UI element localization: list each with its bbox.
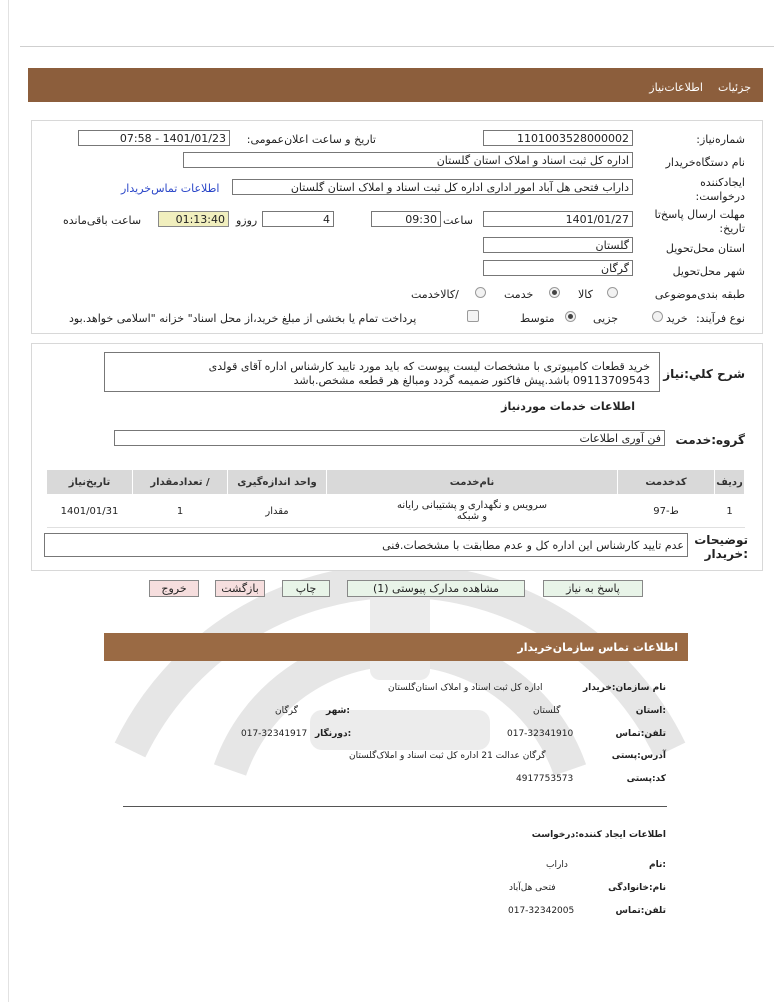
creator-family-label: نام:خانوادگی bbox=[608, 883, 666, 893]
category-service-label: خدمت bbox=[504, 288, 534, 301]
announce-label: تاریخ و ساعت اعلان‌عمومی: bbox=[246, 133, 376, 146]
contact-province-label: :استان bbox=[635, 706, 666, 716]
services-table bbox=[46, 469, 745, 528]
deadline-label-1: مهلت ارسال پاسخ‌تا bbox=[654, 208, 745, 221]
contact-fax-value: 017-32341917 bbox=[241, 729, 308, 739]
contact-address-label: آدرس:پستی bbox=[611, 751, 666, 761]
contact-fax-label: :دورنگار bbox=[315, 729, 352, 739]
print-button[interactable]: چاپ bbox=[282, 580, 330, 597]
contact-bar bbox=[104, 633, 688, 661]
need-number-label: شماره‌نیاز: bbox=[696, 133, 745, 146]
exit-button[interactable]: خروج bbox=[149, 580, 199, 597]
process-label: نوع فرآیند: bbox=[695, 312, 745, 325]
cell-name-line-1: سرویس و نگهداری و پشتیبانی رایانه bbox=[397, 500, 547, 511]
category-label: طبقه بندی‌موضوعی bbox=[654, 288, 745, 301]
creator-field: داراب فتحی هل آباد امور اداری اداره کل ثبت اسناد و املاک استان گلستان bbox=[232, 179, 633, 195]
days-field: 4 bbox=[262, 211, 334, 227]
process-minor-radio[interactable] bbox=[652, 311, 663, 322]
contact-phone-label: تلفن:تماس bbox=[615, 729, 666, 739]
province-field: گلستان bbox=[483, 237, 633, 253]
category-service-radio[interactable] bbox=[549, 287, 560, 298]
time-label: ساعت bbox=[443, 214, 473, 227]
contact-bar-title: اطلاعات تماس سازمان‌خریدار bbox=[517, 641, 678, 654]
contact-org-label: نام سازمان:خریدار bbox=[582, 683, 666, 693]
services-title: اطلاعات خدمات موردنیاز bbox=[501, 400, 635, 413]
service-group-field: فن آوری اطلاعات bbox=[114, 430, 665, 446]
announce-field: 1401/01/23 - 07:58 bbox=[78, 130, 230, 146]
process-medium-radio[interactable] bbox=[565, 311, 576, 322]
creator-name-label: :نام bbox=[649, 860, 666, 870]
contact-address-value: گرگان عدالت 21 اداره کل ثبت اسناد و املاک‌گلستان bbox=[349, 751, 546, 761]
remaining-time-field: 01:13:40 bbox=[158, 211, 229, 227]
cell-unit: مقدار bbox=[228, 495, 327, 528]
buyer-notes-label-1: توضیحات bbox=[694, 533, 748, 547]
category-goods-label: کالا bbox=[578, 288, 593, 301]
table-header-row bbox=[47, 470, 745, 495]
col-code: کدخدمت bbox=[618, 470, 715, 495]
page-left-border bbox=[8, 0, 9, 1002]
col-row: ردیف bbox=[715, 470, 745, 495]
summary-label: شرح کلي:نیاز bbox=[663, 367, 745, 381]
contact-separator bbox=[123, 806, 667, 807]
buyer-notes-label-2: :خریدار bbox=[704, 547, 748, 561]
contact-org-value: اداره کل ثبت اسناد و املاک استان‌گلستان bbox=[388, 683, 543, 693]
remaining-label: ساعت باقی‌مانده bbox=[63, 214, 142, 227]
tab-need-info[interactable]: اطلاعات‌نیاز bbox=[649, 81, 703, 94]
reply-button[interactable]: پاسخ به نیاز bbox=[543, 580, 643, 597]
col-unit: واحد اندازه‌گیری bbox=[228, 470, 327, 495]
creator-info-title: اطلاعات ایجاد کننده:درخواست bbox=[531, 830, 666, 840]
cell-code: ط-97 bbox=[618, 495, 715, 528]
province-label: استان محل‌تحویل bbox=[665, 242, 745, 255]
col-name: نام‌خدمت bbox=[327, 470, 618, 495]
contact-postal-label: کد:پستی bbox=[626, 774, 666, 784]
treasury-payment-note: پرداخت تمام یا بخشی از مبلغ خرید،از محل اسناد" خزانه "اسلامی خواهد.بود bbox=[69, 312, 417, 325]
attachments-button[interactable]: مشاهده مدارک پیوستی (1) bbox=[347, 580, 525, 597]
category-goods-service-label: /کالاخدمت bbox=[411, 288, 459, 301]
process-medium-label: متوسط bbox=[520, 312, 555, 325]
process-minor-label: جزیی bbox=[593, 312, 619, 325]
buyer-notes-field: عدم تایید کارشناس این اداره کل و عدم مطابقت با مشخصات.فنی bbox=[44, 533, 688, 557]
contact-postal-value: 4917753573 bbox=[516, 774, 574, 784]
buyer-contact-link[interactable]: اطلاعات تماس‌خریدار bbox=[121, 182, 220, 195]
contact-city-value: گرگان bbox=[275, 706, 298, 716]
creator-phone-value: 017-32342005 bbox=[508, 906, 575, 916]
tab-details[interactable]: جزئیات bbox=[718, 81, 751, 94]
cell-row: 1 bbox=[715, 495, 745, 528]
category-goods-service-radio[interactable] bbox=[475, 287, 486, 298]
top-divider bbox=[20, 46, 774, 47]
page-header bbox=[28, 68, 763, 102]
creator-family-value: فتحی هل‌آباد bbox=[509, 883, 556, 893]
summary-text-line-1: خرید قطعات کامپیوتری با مشخصات لیست پیوست که باید مورد تایید کارشناس اداره آقای قولدی bbox=[208, 360, 650, 373]
table-row bbox=[47, 495, 745, 528]
deadline-label-2: تاریخ: bbox=[719, 222, 745, 235]
treasury-payment-checkbox[interactable] bbox=[467, 310, 479, 322]
summary-text-line-2: 09113709543 باشد.پیش فاکتور ضمیمه گردد ومبالغ هر قطعه مشخص.باشد bbox=[293, 374, 650, 387]
process-buy-label: خرید bbox=[666, 312, 688, 325]
cell-name bbox=[327, 495, 618, 528]
creator-phone-label: تلفن:تماس bbox=[615, 906, 666, 916]
need-number-field: 1101003528000002 bbox=[483, 130, 633, 146]
buyer-org-field: اداره کل ثبت اسناد و املاک استان گلستان bbox=[183, 152, 633, 168]
day-label: روزو bbox=[236, 214, 258, 227]
cell-qty: 1 bbox=[133, 495, 228, 528]
category-goods-radio[interactable] bbox=[607, 287, 618, 298]
creator-label-2: درخواست: bbox=[695, 190, 745, 203]
city-label: شهر محل‌تحویل bbox=[672, 265, 745, 278]
city-field: گرگان bbox=[483, 260, 633, 276]
col-qty: / تعدادمقدار bbox=[133, 470, 228, 495]
contact-province-value: گلستان bbox=[533, 706, 561, 716]
creator-name-value: داراب bbox=[546, 860, 568, 870]
buyer-org-label: نام دستگاه‌خریدار bbox=[665, 156, 745, 169]
col-date: تاریخ‌نیاز bbox=[47, 470, 133, 495]
contact-city-label: :شهر bbox=[326, 706, 350, 716]
deadline-date-field: 1401/01/27 bbox=[483, 211, 633, 227]
deadline-time-field: 09:30 bbox=[371, 211, 441, 227]
cell-name-line-2: و شبکه bbox=[456, 511, 488, 522]
service-group-label: گروه:خدمت bbox=[675, 433, 745, 447]
contact-phone-value: 017-32341910 bbox=[507, 729, 574, 739]
cell-date: 1401/01/31 bbox=[47, 495, 133, 528]
back-button[interactable]: بازگشت bbox=[215, 580, 265, 597]
creator-label-1: ایجادکننده bbox=[700, 176, 745, 189]
